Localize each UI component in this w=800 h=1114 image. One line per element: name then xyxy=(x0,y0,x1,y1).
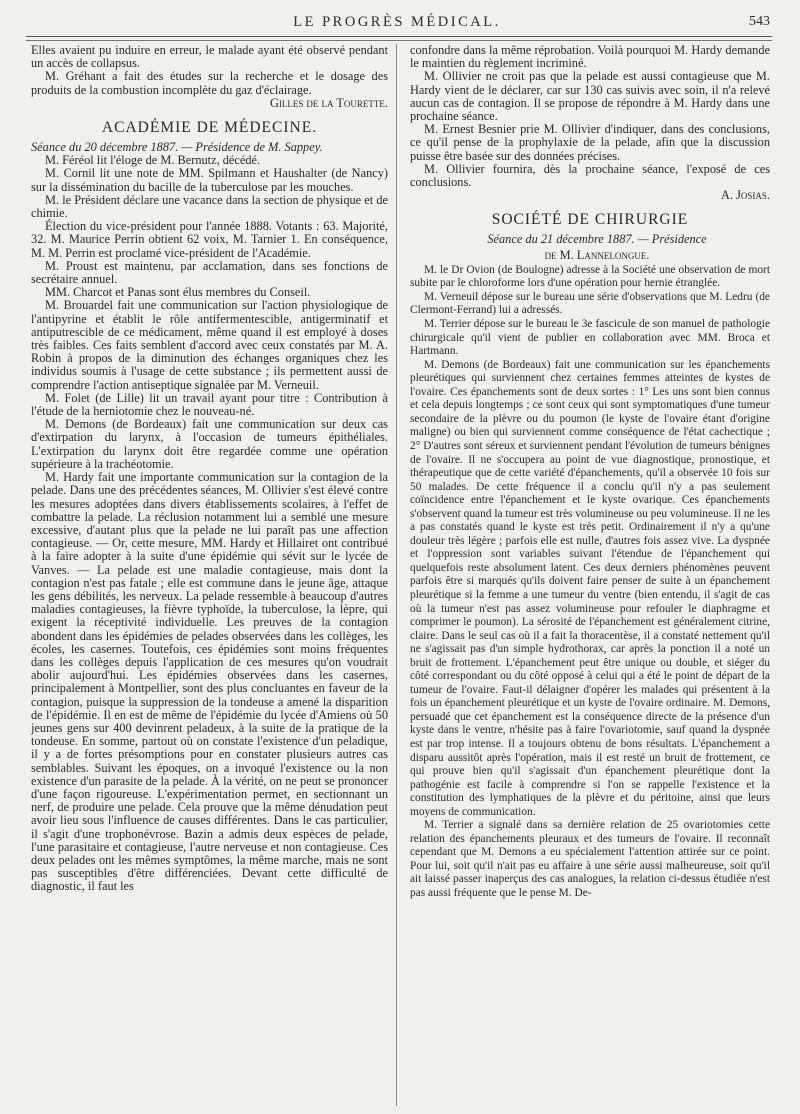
column-divider xyxy=(396,44,397,1106)
paragraph: M. Brouardel fait une communication sur l'action physiologique de l'antipyrine et établit le rôle antifermentescible, antigerminatif et antiputrescible de ce médicament, même quand il est employé à doses très faibles. Ces faits semblent d'accord avec ceux constatés par M. A. Robin à propos de la diminution des échanges organiques chez les individus soumis à l'usage de cette substance ; ils permettent aussi de comprendre l'action antiseptique signalée par M. Verneuil. xyxy=(31,298,388,392)
header-rule xyxy=(26,36,772,41)
paragraph: confondre dans la même réprobation. Voilà pourquoi M. Hardy demande le maintien du règlement incriminé. xyxy=(410,43,770,71)
paragraph: M. Terrier a signalé dans sa dernière relation de 25 ovariotomies cette relation des épanchements pleuraux et des tumeurs de l'ovaire. Il reconnaît cependant que M. Demons a eu spécialement l'attention attirée sur ce point. Pour lui, soit qu'il n'ait pas eu affaire à une série aussi malheureuse, soit qu'il ait laissé passer inaperçus des cas analogues, la relation ci-dessus étudiée n'est pas aussi fréquente que le pense M. De- xyxy=(410,819,770,899)
paragraph: M. Ollivier fournira, dès la prochaine séance, l'exposé de ces conclusions. xyxy=(410,161,770,190)
paragraph: M. Gréhant a fait des études sur la recherche et le dosage des produits de la combustion incomplète du gaz d'éclairage. xyxy=(31,69,388,97)
paragraph: M. Proust est maintenu, par acclamation, dans ses fonctions de secrétaire annuel. xyxy=(31,258,388,287)
small-print-block xyxy=(410,264,770,901)
paragraph: M. Folet (de Lille) lit un travail ayant pour titre : Contribution à l'étude de la herniotomie chez le nouveau-né. xyxy=(31,390,388,419)
paragraph: M. Demons (de Bordeaux) fait une communication sur les épanchements pleurétiques qui surviennent chez certaines femmes atteintes de kystes de l'ovaire. Ces épanchements sont de deux sortes : 1° Les uns sont bien connus et cela depuis longtemps ; ce sont ceux qui sont symptomatiques d'une tumeur secondaire de la plèvre ou du poumon (le kyste de l'ovaire étant d'origine maligne) ou bien qui surviennent comme conséquence de l'état cachectique ; 2° D'autres sont séreux et surviennent pendant l'évolution de tumeurs bénignes de l'ovaire. Il ne s'occupera au point de vue diagnostique, pronostique, et thérapeutique que de cette variété d'épanchements, qu'il a observée 10 fois sur 50 malades. De cette fréquence il a conclu qu'il n'y a pas seulement coïncidence entre l'épanchement et le kyste ovarique. Ces épanchements s'observent quand la tumeur est très volumineuse ou peu volumineuse. Il ne les a pas constatés quand le kyste est très petit. Ordinairement il n'y a qu'une douleur très légère ; parfois elle est nulle, d'autres fois assez vive. La dyspnée et l'oppression sont variables suivant l'étendue de l'épanchement qui quelquefois reste absolument latent. Ces deux derniers phénomènes peuvent parfois être si marqués qu'ils doivent faire penser de suite à un épanchement pleurétique si la femme a une tumeur du ventre (bien entendu, il s'agit de cas où la tumeur n'est pas assez volumineuse pour refouler le diaphragme et comprimer le poumon). La sérosité de l'épanchement est généralement citrine, claire. Dans le seul cas où il a fait la thoracentèse, il a constaté nettement qu'il ne s'agissait pas d'un simple hydrothorax, car après la ponction il a noté un bruit de frottement. L'épanchement peut être unique ou double, et siéger du côté correspondant ou du côté opposé à celui qui a été le point de départ de la tumeur de l'ovaire. Faut-il délaigner d'opérer les malades qui présentent à la fois un épanchement pleurétique et un kyste de l'ovaire ordinaire. M. Demons, persuadé que cet épanchement est la conséquence directe de la présence d'un kyste dans le ventre, n'hésite pas à faire l'ovariotomie, sauf quand la dyspnée est par trop intense. Il a toujours obtenu de bons résultats. L'épanchement a disparu aussitôt après l'opération, mais il est resté un bruit de frottement, ce qui prouve bien qu'il s'agissait d'un épanchement pleurétique dont la pathogénie est facile à comprendre si l'on se rappelle l'existence et la constitution des lymphatiques de la plèvre et du péritoine, ainsi que leurs moyens de communication. xyxy=(410,358,770,818)
journal-title: LE PROGRÈS MÉDICAL. xyxy=(293,14,501,30)
session-line: Séance du 20 décembre 1887. — Présidence de M. Sappey. xyxy=(31,140,323,155)
paragraph: Elles avaient pu induire en erreur, le malade ayant été observé pendant un accès de collapsus. xyxy=(31,43,388,71)
paragraph: M. Hardy fait une importante communication sur la contagion de la pelade. Dans une des précédentes séances, M. Ollivier s'est élevé contre les mesures adoptées dans divers établissements scolaires, à l'effet de combattre la pelade. La réclusion notamment lui a semblé une mesure excessive, d'autant plus que la pelade ne lui paraît pas une affection contagieuse. — Or, cette mesure, MM. Hardy et Hillairet ont contribué à la faire adopter à la suite d'une épidémie qui sévit sur le lycée de Vanves. — La pelade est une maladie contagieuse, mais dont la contagion n'est pas fatale ; elle est commune dans le jeune âge, attaque les gens débilités, les nerveux. La pelade ressemble à beaucoup d'autres maladies contagieuses, la fièvre typhoïde, la tuberculose, la lèpre, qui exigent la réceptivité individuelle. Les preuves de la contagion abondent dans les épidémies de pelades observées dans les collèges, les écoles, les casernes. Toutefois, ces épidémies sont moins fréquentes dans les collèges depuis l'application de ces mesures qu'on voudrait abolir aujourd'hui. Les épidémies observées dans les casernes, principalement à Montpellier, sont des plus concluantes en faveur de la contagion, puisque la suppression de la tondeuse a amené la disparition de l'épidémie. Il en est de même de l'épidémie du lycée d'Amiens où 50 jeunes gens sur 400 devinrent peladeux, à la suite de la pratique de la tondeuse. En somme, partout où on constate l'existence d'un peladique, il y a de fortes présomptions pour en constater plusieurs autres cas semblables. Suivant les époques, on a invoqué l'existence ou la non existence d'un parasite de la pelade. À la vérité, on ne peut se prononcer d'une façon rigoureuse. L'expérimentation permet, en sectionnant un nerf, de produire une pelade. Cela prouve que la même dénudation peut avoir lieu sous l'influence de causes différentes. Dans le cas particulier, il s'agit d'une trophonévrose. Bazin a admis deux espèces de pelade, l'une parasitaire et contagieuse, l'autre nerveuse et non contagieuse. Ces deux pelades ont les mêmes symptômes, la même marche, mais ne sont pas susceptibles d'être différenciées. Devant cette difficulté de diagnostic, il faut les xyxy=(31,470,388,894)
page-number: 543 xyxy=(749,14,770,29)
session-line: Séance du 21 décembre 1887. — Présidence xyxy=(487,232,707,247)
session-line-presidence: de M. Lannelongue. xyxy=(544,247,650,262)
paragraph: M. Féréol lit l'éloge de M. Bernutz, décédé. xyxy=(45,153,261,168)
paragraph: Élection du vice-président pour l'année 1888. Votants : 63. Majorité, 32. M. Maurice Perrin obtient 62 voix, M. Tarnier 1. En conséquence, M. M. Perrin est proclamé vice-président de l'Académie. xyxy=(31,219,388,260)
paragraph: M. Demons (de Bordeaux) fait une communication sur deux cas d'extirpation du larynx, à l'occasion de tumeurs épithéliales. L'extirpation du larynx doit être regardée comme une opération supérieure à la trachéotomie. xyxy=(31,417,388,471)
paragraph: M. Ernest Besnier prie M. Ollivier d'indiquer, dans des conclusions, ce qu'il pense de la prophylaxie de la pelade, afin que la discussion puisse être basée sur des données précises. xyxy=(410,122,770,163)
paragraph: M. Verneuil dépose sur le bureau une série d'observations que M. Ledru (de Clermont-Ferrand) lui a adressés. xyxy=(410,290,770,317)
section-title-chirurgie: SOCIÉTÉ DE CHIRURGIE xyxy=(491,211,689,229)
section-title-academie: ACADÉMIE DE MÉDECINE. xyxy=(101,119,318,137)
author-signature: Gilles de la Tourette. xyxy=(269,95,388,110)
paragraph: M. le Dr Ovion (de Boulogne) adresse à la Société une observation de mort subite par le chloroforme lors d'une opération pour hernie étranglée. xyxy=(410,263,770,290)
right-column xyxy=(410,44,770,901)
paragraph: M. Cornil lit une note de MM. Spilmann et Haushalter (de Nancy) sur la dissémination du bacille de la tuberculose par les mouches. xyxy=(31,166,388,194)
paragraph: M. Terrier dépose sur le bureau le 3e fascicule de son manuel de pathologie chirurgicale qu'il vient de publier en collaboration avec MM. Broca et Hartmann. xyxy=(410,318,770,358)
left-column xyxy=(31,44,388,894)
paragraph: MM. Charcot et Panas sont élus membres du Conseil. xyxy=(45,285,311,300)
paragraph: M. Ollivier ne croit pas que la pelade est aussi contagieuse que M. Hardy vient de le déclarer, car sur 130 cas suivis avec soin, il n'a relevé aucun cas de contagion. Il se propose de répondre à M. Hardy dans une prochaine séance. xyxy=(410,69,770,124)
author-signature: A. Josias. xyxy=(721,188,770,203)
page-header xyxy=(24,14,770,34)
paragraph: M. le Président déclare une vacance dans la section de physique et de chimie. xyxy=(31,192,388,221)
